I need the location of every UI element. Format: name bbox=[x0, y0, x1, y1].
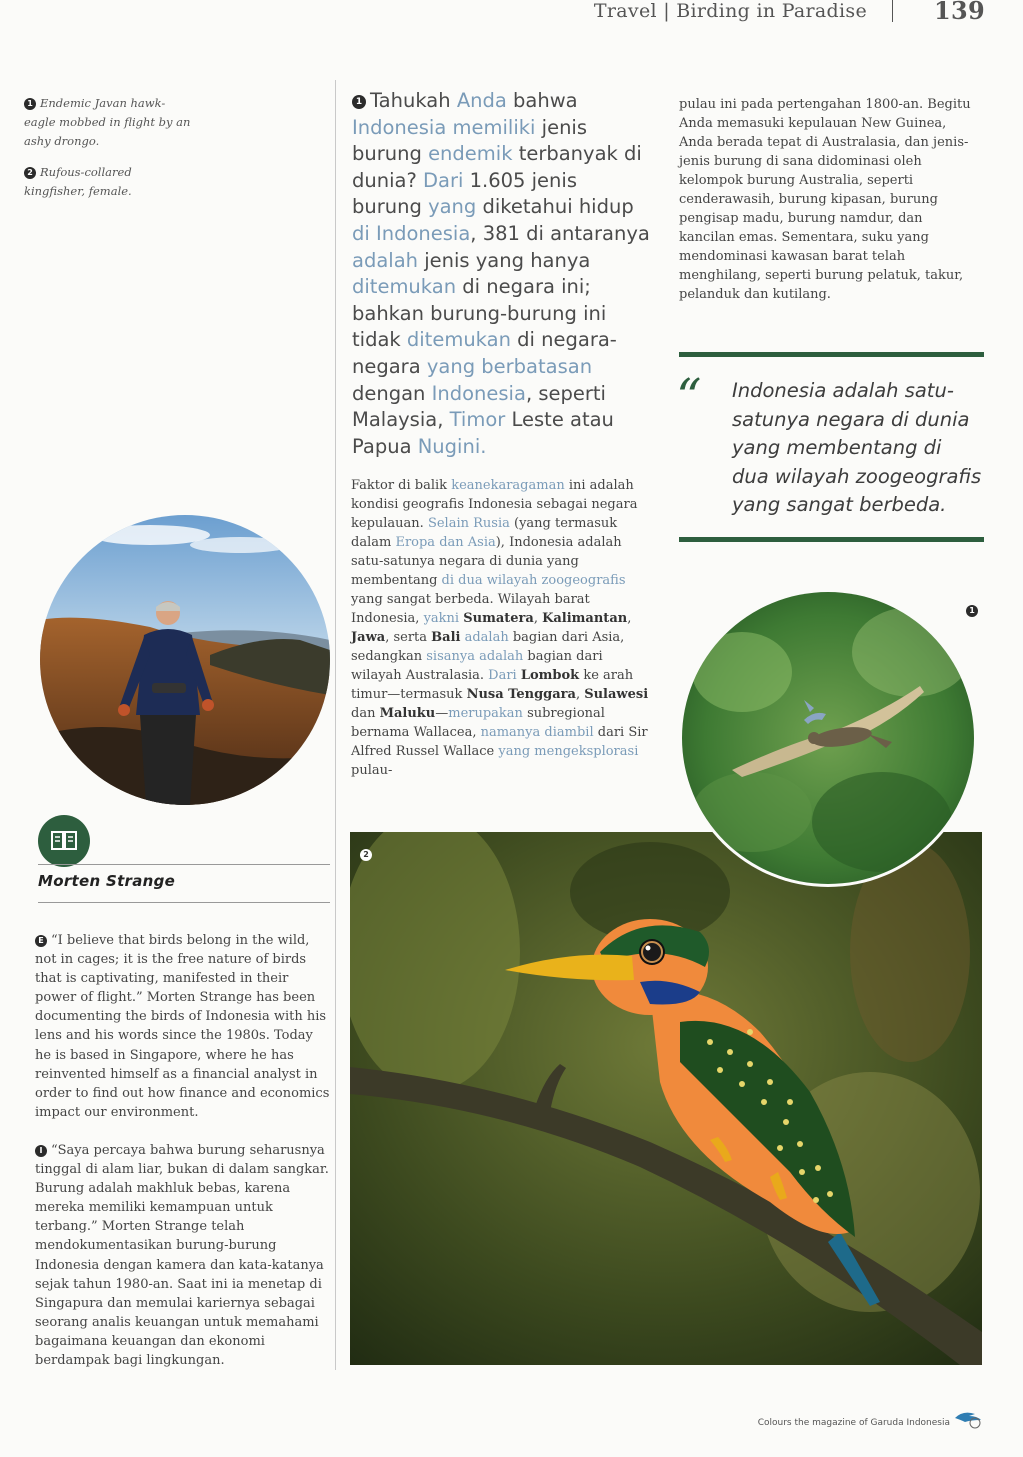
caption-1 bbox=[24, 94, 194, 151]
lead-text: dengan bbox=[352, 381, 432, 405]
caption-2 bbox=[24, 163, 194, 201]
body-text-right bbox=[679, 95, 979, 304]
page-number: 139 bbox=[934, 0, 985, 25]
lead-paragraph bbox=[352, 88, 652, 460]
kingfisher-photo bbox=[350, 832, 982, 1365]
highlighted-text: ditemukan bbox=[352, 275, 457, 299]
highlighted-text: Anda bbox=[456, 89, 507, 112]
bio-text: “Saya percaya bahwa burung seharusnya tinggal di alam liar, bukan di dalam sangkar. Burung adalah makhluk bebas, karena mereka memiliki kemampuan untuk terbang.” Morten Strange telah mendokumentasikan burung-burung Indonesia dengan kamera dan kata-katanya sejak tahun 1980-an. Saat ini ia menetap di Singapura dan memulai kariernya sebagai seorang analis keuangan untuk memahami bagaimana keuangan dan ekonomi berdampak bagi lingkungan. bbox=[35, 1143, 329, 1369]
body-text: ke arah timur—termasuk bbox=[351, 668, 634, 702]
lead-number: 1 bbox=[352, 95, 366, 109]
quote-mark: “ bbox=[676, 368, 702, 426]
body-text: — bbox=[435, 706, 449, 721]
photo-marker-1 bbox=[966, 599, 982, 618]
body-paragraph: pulau ini pada pertengahan 1800-an. Begitu Anda memasuki kepulauan New Guinea, Anda berada tepat di Australasia, dan jenis-jenis burung di sana didominasi oleh kelompok burung Australia, seperti cenderawasih, burung kipasan, burung pengisap madu, burung namdur, dan kancilan emas. Sementara, suku yang mendominasi kawasan barat telah menghilang, seperti burung pelatuk, takur, pelanduk dan kutilang. bbox=[679, 97, 971, 302]
highlighted-text: yang bbox=[428, 195, 477, 219]
body-text: , bbox=[575, 687, 585, 702]
highlighted-text: Dari bbox=[488, 668, 517, 683]
place-name: Bali bbox=[431, 630, 461, 645]
highlighted-text: Selain Rusia bbox=[427, 516, 510, 531]
body-text: , serta bbox=[385, 630, 432, 645]
lead-text: di negara ini; bahkan burung-burung ini tidak bbox=[352, 275, 607, 352]
lead-text: diketahui hidup bbox=[476, 195, 634, 219]
place-name: Maluku bbox=[379, 706, 436, 721]
photo-captions bbox=[24, 94, 194, 213]
place-name: Nusa Tenggara bbox=[466, 687, 576, 702]
highlighted-text: Timor bbox=[449, 408, 506, 432]
caption-number: 1 bbox=[24, 98, 36, 110]
body-text-left bbox=[351, 476, 651, 780]
highlighted-text: Nugini. bbox=[417, 434, 487, 458]
author-bio-indonesian bbox=[35, 1141, 330, 1370]
highlighted-text: Eropa dan Asia bbox=[395, 535, 496, 550]
lead-text: di negara-negara bbox=[352, 328, 617, 378]
language-badge: I bbox=[35, 1145, 47, 1157]
body-text: dan bbox=[351, 706, 380, 721]
place-name: Sulawesi bbox=[584, 687, 649, 702]
highlighted-text: merupakan bbox=[448, 706, 523, 721]
author-bio-english bbox=[35, 931, 330, 1122]
book-icon bbox=[38, 815, 90, 867]
quote-rule-bottom bbox=[679, 537, 984, 542]
place-name: Sumatera bbox=[463, 611, 534, 626]
highlighted-text: di dua wilayah zoogeografis bbox=[441, 573, 626, 588]
highlighted-text: adalah bbox=[352, 248, 419, 272]
lead-text: , 381 di antaranya bbox=[470, 221, 650, 245]
marker-number: 1 bbox=[966, 605, 978, 617]
caption-text: Endemic Javan hawk-eagle mobbed in flight by an ashy drongo. bbox=[24, 96, 191, 148]
highlighted-text: yang mengeksplorasi bbox=[498, 744, 639, 759]
footer-credit: Colours the magazine of Garuda Indonesia bbox=[757, 1418, 950, 1428]
author-divider bbox=[38, 864, 330, 865]
body-text: bagian dari Asia, sedangkan bbox=[351, 630, 625, 664]
highlighted-text: Dari bbox=[423, 168, 464, 192]
highlighted-text: adalah bbox=[464, 630, 509, 645]
lead-text: 1.605 jenis burung bbox=[352, 168, 577, 219]
highlighted-text: endemik bbox=[428, 142, 513, 166]
body-text: ), Indonesia adalah satu-satunya negara di dunia yang membentang bbox=[351, 535, 622, 588]
body-text: yang sangat berbeda. Wilayah barat Indonesia, bbox=[351, 592, 590, 626]
caption-text: Rufous-collared kingfisher, female. bbox=[24, 165, 132, 198]
language-badge: E bbox=[35, 935, 47, 947]
place-name: Lombok bbox=[520, 668, 580, 683]
highlighted-text: Indonesia bbox=[431, 381, 526, 405]
lead-text: jenis burung bbox=[352, 115, 588, 166]
lead-text: terbanyak di dunia? bbox=[352, 142, 642, 192]
eagle-photo bbox=[682, 592, 974, 884]
body-text: dari Sir Alfred Russel Wallace bbox=[351, 725, 648, 759]
highlighted-text: di Indonesia bbox=[352, 221, 471, 245]
place-name: Kalimantan bbox=[542, 611, 628, 626]
highlighted-text: sisanya adalah bbox=[426, 649, 524, 664]
body-text: ini adalah kondisi geografis Indonesia sebagai negara kepulauan. bbox=[351, 478, 638, 531]
column-divider bbox=[335, 80, 336, 1370]
quote-rule-top bbox=[679, 352, 984, 357]
body-text: , bbox=[627, 611, 632, 626]
eagle-illustration bbox=[682, 592, 974, 884]
lead-text: , seperti Malaysia, bbox=[352, 381, 606, 432]
garuda-logo-icon bbox=[953, 1408, 983, 1434]
highlighted-text: Indonesia memiliki bbox=[352, 115, 536, 139]
lead-text: bahwa bbox=[506, 89, 578, 112]
author-divider bbox=[38, 902, 330, 903]
bio-text: “I believe that birds belong in the wild, not in cages; it is the free nature of birds that is captivating, manifested in their power of flight.” Morten Strange has been documenting the birds of Indonesia with his lens and his words since the 1980s. Today he is based in Singapore, where he has reinvented himself as a financial analyst in order to find out how finance and economics impact our environment. bbox=[35, 933, 330, 1120]
lead-text: Tahukah bbox=[370, 89, 457, 112]
body-text: pulau- bbox=[351, 763, 393, 778]
body-text: subregional bernama Wallacea, bbox=[351, 706, 605, 740]
kingfisher-illustration bbox=[350, 832, 982, 1365]
lead-text: jenis yang hanya bbox=[418, 248, 591, 272]
highlighted-text: yakni bbox=[423, 611, 460, 626]
highlighted-text: yang berbatasan bbox=[426, 354, 593, 378]
pull-quote: Indonesia adalah satu-satunya negara di dunia yang membentang di dua wilayah zoogeografis yang sangat berbeda. bbox=[732, 379, 982, 516]
body-text: Faktor di balik bbox=[351, 478, 452, 493]
highlighted-text: ditemukan bbox=[406, 328, 511, 352]
author-photo-illustration bbox=[40, 515, 330, 805]
caption-number: 2 bbox=[24, 167, 36, 179]
body-text: (yang termasuk dalam bbox=[351, 516, 618, 550]
place-name: Jawa bbox=[351, 630, 386, 645]
highlighted-text: keanekaragaman bbox=[451, 478, 565, 493]
photo-marker-2 bbox=[360, 843, 376, 862]
body-text: bagian dari wilayah Australasia. bbox=[351, 649, 603, 683]
marker-number: 2 bbox=[360, 849, 372, 861]
header-divider bbox=[892, 0, 893, 22]
section-title: Travel | Birding in Paradise bbox=[593, 0, 867, 22]
author-name: Morten Strange bbox=[38, 872, 176, 890]
lead-text: Leste atau Papua bbox=[352, 408, 614, 458]
highlighted-text: namanya diambil bbox=[480, 725, 594, 740]
body-text: , bbox=[533, 611, 543, 626]
author-photo bbox=[40, 515, 330, 805]
